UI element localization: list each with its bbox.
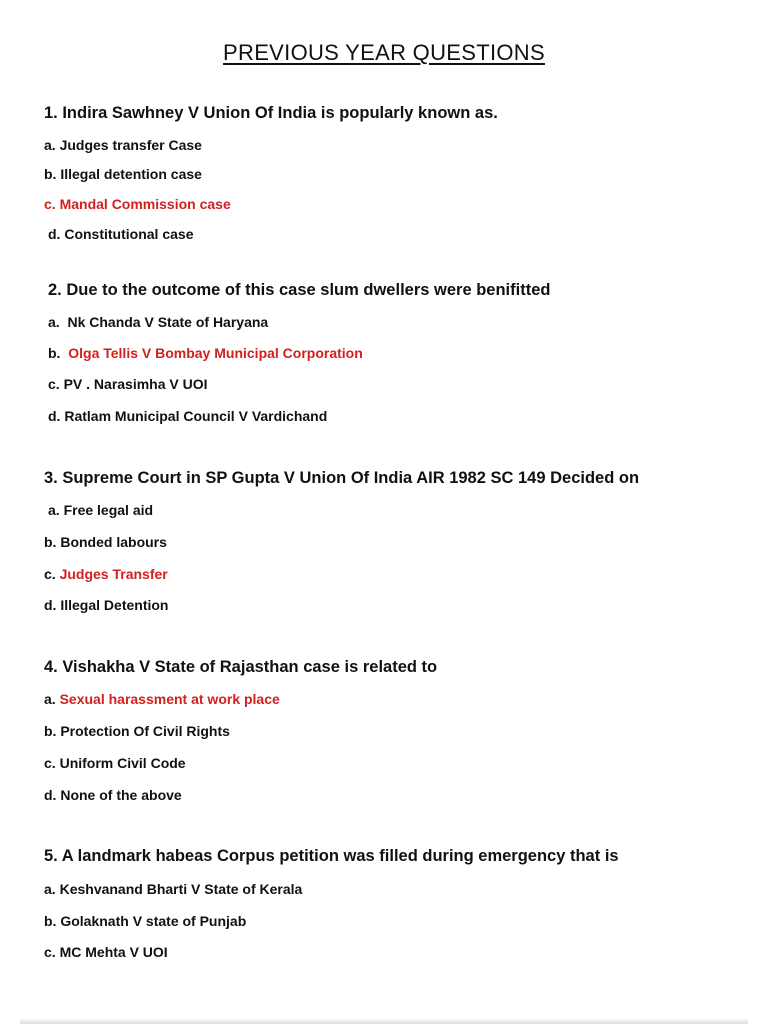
option-prefix: c. [44, 755, 56, 771]
question-1-option-a [44, 137, 202, 153]
question-5-option-a [44, 881, 302, 897]
question-1-title: 1. Indira Sawhney V Union Of India is popularly known as. [44, 104, 498, 122]
option-prefix: c. [44, 944, 56, 960]
question-4-option-b [44, 723, 230, 739]
option-prefix: d. [44, 597, 57, 613]
option-text: MC Mehta V UOI [59, 944, 168, 960]
option-text: None of the above [60, 787, 182, 803]
question-2-option-d [48, 408, 327, 424]
option-prefix: b. [44, 534, 57, 550]
option-prefix: d. [48, 408, 61, 424]
question-2-option-a [48, 314, 268, 330]
page-edge-divider [20, 1018, 748, 1024]
option-text: Uniform Civil Code [59, 755, 186, 771]
option-prefix: d. [44, 787, 57, 803]
option-text: Nk Chanda V State of Haryana [67, 314, 269, 330]
option-prefix: b. [48, 345, 61, 361]
option-prefix: a. [48, 502, 60, 518]
option-prefix: c. [48, 376, 60, 392]
question-4-option-c [44, 755, 186, 771]
option-prefix: a. [44, 691, 56, 707]
question-3-option-d [44, 597, 168, 613]
question-4-title: 4. Vishakha V State of Rajasthan case is related to [44, 658, 438, 676]
option-prefix: c. [44, 566, 56, 582]
question-3-option-c-answer [44, 566, 168, 582]
question-5-option-c [44, 944, 168, 960]
option-prefix: a. [48, 314, 60, 330]
option-text: Bonded labours [60, 534, 167, 550]
question-5-title: 5. A landmark habeas Corpus petition was filled during emergency that is [44, 847, 619, 865]
question-4-option-d [44, 787, 182, 803]
option-text: PV . Narasimha V UOI [63, 376, 208, 392]
option-text: Ratlam Municipal Council V Vardichand [64, 408, 328, 424]
question-5-option-b [44, 913, 246, 929]
question-3-option-a [48, 502, 153, 518]
option-text: Judges Transfer [59, 566, 168, 582]
question-1-option-d [48, 226, 193, 242]
option-prefix: d. [48, 226, 61, 242]
option-prefix: c. [44, 196, 56, 212]
question-4-option-a-answer [44, 691, 280, 707]
option-text: Free legal aid [63, 502, 154, 518]
option-text: Olga Tellis V Bombay Municipal Corporation [68, 345, 363, 361]
question-2-option-b-answer [48, 345, 363, 361]
option-text: Protection Of Civil Rights [60, 723, 230, 739]
option-prefix: b. [44, 166, 57, 182]
question-3-option-b [44, 534, 167, 550]
question-2-option-c [48, 376, 208, 392]
option-text: Constitutional case [64, 226, 194, 242]
option-prefix: a. [44, 881, 56, 897]
option-text: Judges transfer Case [59, 137, 202, 153]
option-text: Sexual harassment at work place [59, 691, 280, 707]
option-prefix: a. [44, 137, 56, 153]
option-prefix: b. [44, 913, 57, 929]
question-1-option-b [44, 166, 202, 182]
option-text: Keshvanand Bharti V State of Kerala [59, 881, 303, 897]
question-1-option-c-answer [44, 196, 231, 212]
option-text: Mandal Commission case [59, 196, 231, 212]
page-title: PREVIOUS YEAR QUESTIONS [223, 40, 545, 65]
option-text: Illegal Detention [60, 597, 169, 613]
question-2-title: 2. Due to the outcome of this case slum dwellers were benifitted [48, 281, 551, 299]
option-prefix: b. [44, 723, 57, 739]
option-text: Golaknath V state of Punjab [60, 913, 247, 929]
question-3-title: 3. Supreme Court in SP Gupta V Union Of India AIR 1982 SC 149 Decided on [44, 469, 640, 487]
option-text: Illegal detention case [60, 166, 202, 182]
